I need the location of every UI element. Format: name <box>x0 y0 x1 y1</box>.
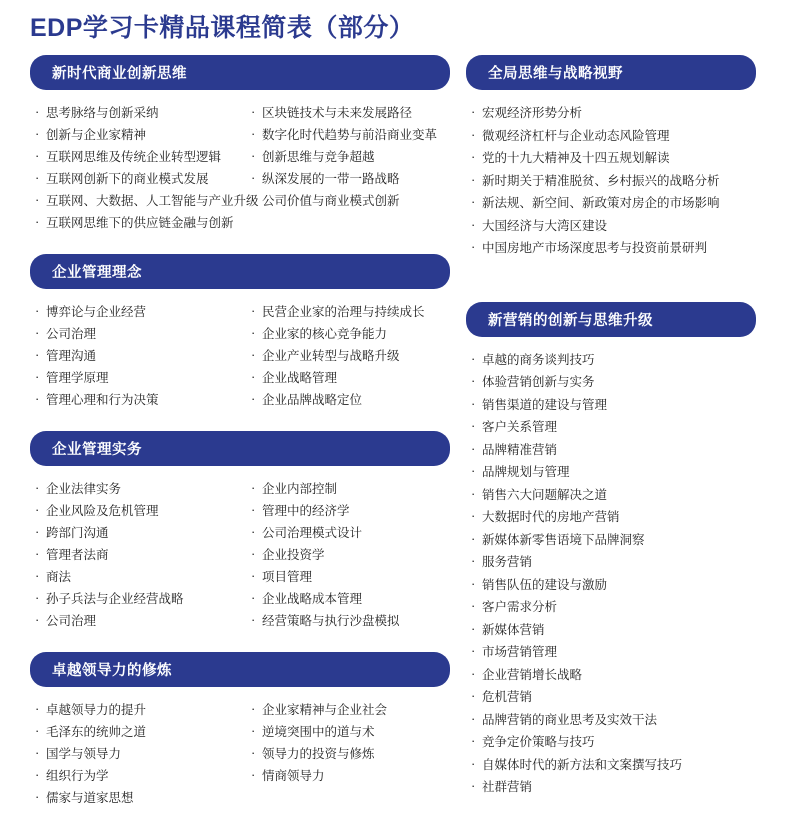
list-item: · 销售队伍的建设与激励 <box>470 574 752 597</box>
list-item: · 企业产业转型与战略升级 <box>250 345 446 367</box>
list-item: · 宏观经济形势分析 <box>470 102 752 125</box>
list-item: · 微观经济杠杆与企业动态风险管理 <box>470 125 752 148</box>
list-item: · 品牌规划与管理 <box>470 461 752 484</box>
list-item: · 创新与企业家精神 <box>34 124 240 146</box>
section-column-1 <box>34 102 259 234</box>
list-item: · 企业风险及危机管理 <box>34 500 240 522</box>
list-item: · 纵深发展的一带一路战略 <box>250 168 446 190</box>
section-header: 新营销的创新与思维升级 <box>466 302 756 337</box>
list-item: · 项目管理 <box>250 566 446 588</box>
section-body <box>466 90 756 264</box>
list-item: · 竞争定价策略与技巧 <box>470 731 752 754</box>
list-item: · 销售渠道的建设与管理 <box>470 394 752 417</box>
page-title: EDP学习卡精品课程简表（部分） <box>30 14 415 42</box>
list-item: · 企业法律实务 <box>34 478 240 500</box>
list-item: · 民营企业家的治理与持续成长 <box>250 301 446 323</box>
section-body <box>466 337 756 803</box>
list-item: · 新媒体营销 <box>470 619 752 642</box>
section-body <box>30 687 450 813</box>
list-item: · 大数据时代的房地产营销 <box>470 506 752 529</box>
list-item: · 管理沟通 <box>34 345 240 367</box>
list-item: · 客户需求分析 <box>470 596 752 619</box>
list-item: · 新法规、新空间、新政策对房企的市场影响 <box>470 192 752 215</box>
list-item: · 企业战略管理 <box>250 367 446 389</box>
section-column-1 <box>34 301 240 411</box>
section-global-thinking <box>466 55 756 264</box>
list-item: · 企业营销增长战略 <box>470 664 752 687</box>
section-header: 卓越领导力的修炼 <box>30 652 450 687</box>
list-item: · 客户关系管理 <box>470 416 752 439</box>
list-item: · 公司治理 <box>34 610 240 632</box>
list-item: · 品牌精准营销 <box>470 439 752 462</box>
section-business-innovation <box>30 55 450 238</box>
list-item: · 毛泽东的统帅之道 <box>34 721 240 743</box>
section-management-practice <box>30 431 450 636</box>
list-item: · 儒家与道家思想 <box>34 787 240 809</box>
list-item: · 管理者法商 <box>34 544 240 566</box>
section-column-2 <box>240 102 446 234</box>
list-item: · 情商领导力 <box>250 765 446 787</box>
list-item: · 国学与领导力 <box>34 743 240 765</box>
list-item: · 互联网思维及传统企业转型逻辑 <box>34 146 240 168</box>
column-spacer <box>466 280 756 302</box>
section-header: 新时代商业创新思维 <box>30 55 450 90</box>
list-item: · 中国房地产市场深度思考与投资前景研判 <box>470 237 752 260</box>
left-column <box>30 55 450 829</box>
list-item: · 服务营销 <box>470 551 752 574</box>
list-item: · 企业品牌战略定位 <box>250 389 446 411</box>
list-item: · 互联网创新下的商业模式发展 <box>34 168 240 190</box>
list-item: · 企业战略成本管理 <box>250 588 446 610</box>
section-column-1 <box>34 699 240 809</box>
list-item: · 销售六大问题解决之道 <box>470 484 752 507</box>
list-item: · 市场营销管理 <box>470 641 752 664</box>
list-item: · 卓越的商务谈判技巧 <box>470 349 752 372</box>
list-item: · 企业内部控制 <box>250 478 446 500</box>
section-body <box>30 90 450 238</box>
section-new-marketing <box>466 302 756 803</box>
list-item: · 公司治理模式设计 <box>250 522 446 544</box>
list-item: · 企业家精神与企业社会 <box>250 699 446 721</box>
section-body <box>30 289 450 415</box>
list-item: · 新媒体新零售语境下品牌洞察 <box>470 529 752 552</box>
list-item: · 企业家的核心竞争能力 <box>250 323 446 345</box>
section-column-2 <box>240 478 446 632</box>
list-item: · 创新思维与竞争超越 <box>250 146 446 168</box>
right-column <box>466 55 756 819</box>
section-header: 企业管理实务 <box>30 431 450 466</box>
list-item: · 互联网思维下的供应链金融与创新 <box>34 212 240 234</box>
list-item: · 组织行为学 <box>34 765 240 787</box>
list-item: · 新时期关于精准脱贫、乡村振兴的战略分析 <box>470 170 752 193</box>
list-item: · 体验营销创新与实务 <box>470 371 752 394</box>
list-item: · 党的十九大精神及十四五规划解读 <box>470 147 752 170</box>
list-item: · 卓越领导力的提升 <box>34 699 240 721</box>
list-item: · 品牌营销的商业思考及实效干法 <box>470 709 752 732</box>
section-column-2 <box>240 699 446 809</box>
list-item: · 跨部门沟通 <box>34 522 240 544</box>
section-column-2 <box>240 301 446 411</box>
list-item: · 孙子兵法与企业经营战略 <box>34 588 240 610</box>
section-column-1 <box>34 478 240 632</box>
list-item: · 管理中的经济学 <box>250 500 446 522</box>
list-item: · 公司治理 <box>34 323 240 345</box>
section-leadership-cultivation <box>30 652 450 813</box>
list-item: · 互联网、大数据、人工智能与产业升级 <box>34 190 240 212</box>
list-item: · 逆境突围中的道与术 <box>250 721 446 743</box>
list-item: · 数字化时代趋势与前沿商业变革 <box>250 124 446 146</box>
list-item: · 社群营销 <box>470 776 752 799</box>
section-header: 全局思维与战略视野 <box>466 55 756 90</box>
list-item: · 区块链技术与未来发展路径 <box>250 102 446 124</box>
list-item: · 自媒体时代的新方法和文案撰写技巧 <box>470 754 752 777</box>
list-item: · 管理学原理 <box>34 367 240 389</box>
list-item: · 经营策略与执行沙盘模拟 <box>250 610 446 632</box>
section-management-philosophy <box>30 254 450 415</box>
list-item: · 大国经济与大湾区建设 <box>470 215 752 238</box>
list-item: · 思考脉络与创新采纳 <box>34 102 240 124</box>
list-item: · 博弈论与企业经营 <box>34 301 240 323</box>
section-header: 企业管理理念 <box>30 254 450 289</box>
section-body <box>30 466 450 636</box>
list-item: · 企业投资学 <box>250 544 446 566</box>
list-item: · 公司价值与商业模式创新 <box>250 190 446 212</box>
list-item: · 危机营销 <box>470 686 752 709</box>
list-item: · 商法 <box>34 566 240 588</box>
list-item: · 领导力的投资与修炼 <box>250 743 446 765</box>
list-item: · 管理心理和行为决策 <box>34 389 240 411</box>
